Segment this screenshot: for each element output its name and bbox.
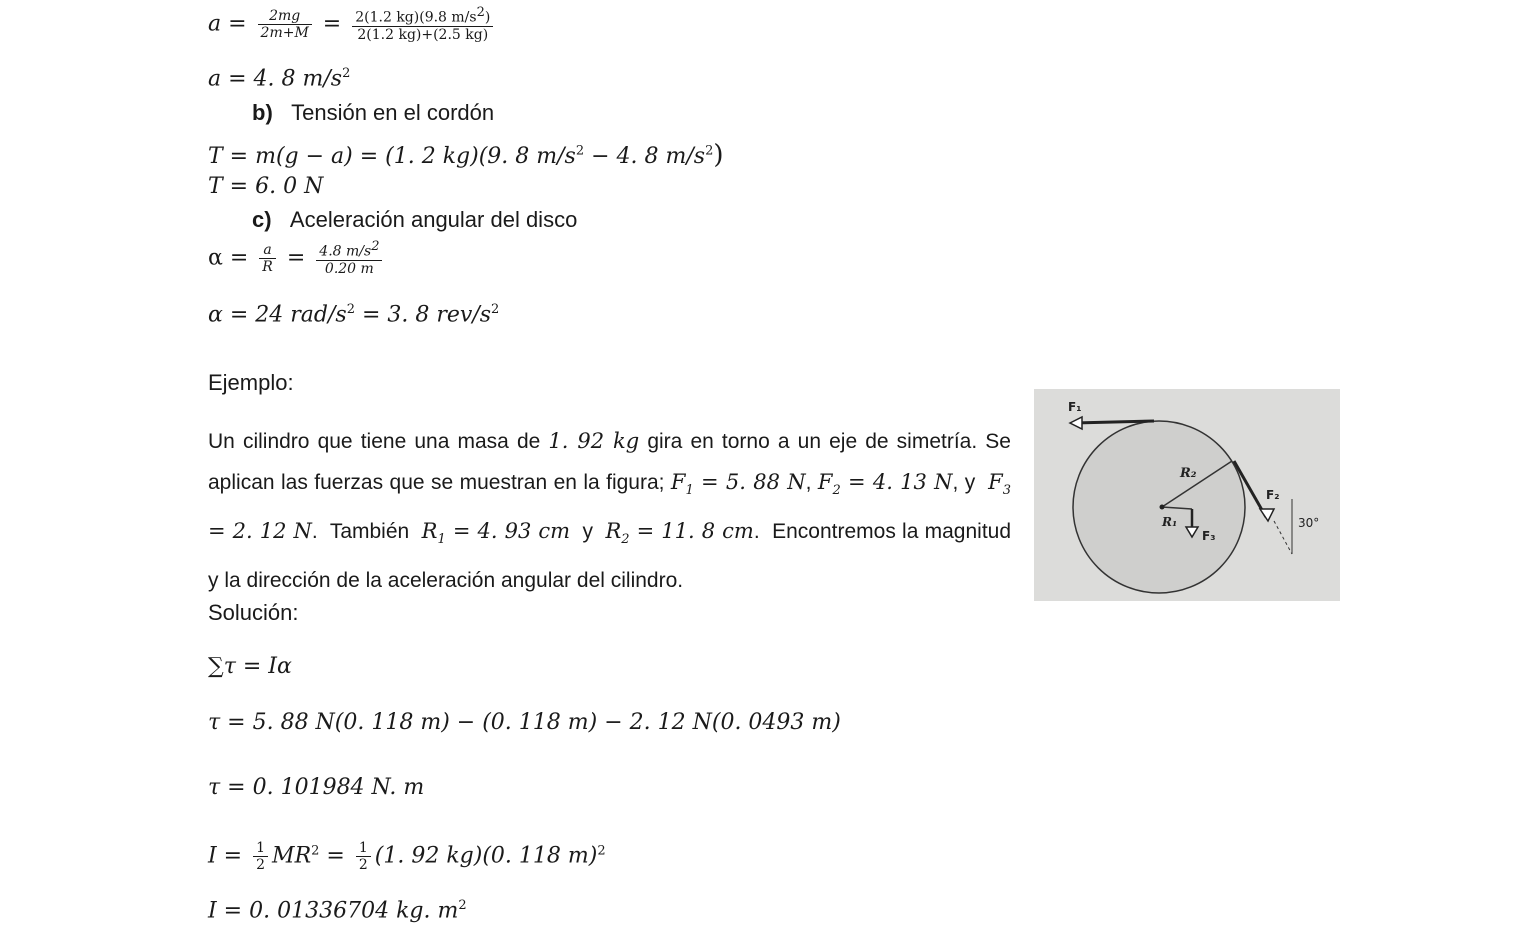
eq1-frac2-den: 2(1.2 kg)+(2.5 kg) [357,26,489,43]
equation-torque-expression: τ = 5. 88 N(0. 118 m) − (0. 118 m) − 2. 12 N(0. 0493 m) [208,710,841,735]
section-b-letter: b) [252,100,273,125]
eq1-frac2-num: 2(1.2 kg)(9.8 $m/s^2$) [352,6,493,27]
eq1-fraction-symbolic [258,8,312,41]
section-b-title: Tensión en el cordón [291,100,495,125]
cylinder-diagram [1034,389,1340,601]
section-heading-b [252,100,494,126]
eq10-half-2: $\frac{1}{2}$ [356,840,371,873]
eq1-lhs: a = [208,11,247,37]
equation-inertia-result: I = 0. 01336704 kg. $m^2$ [208,898,467,924]
eq5-fraction-numeric: $\frac{4.8 m/s^2}{0.20 m}$ [316,240,382,277]
equation-acceleration-result: a = 4. 8 $m/s^2$ [208,66,351,92]
section-c-title: Aceleración angular del disco [289,207,578,232]
equation-tension-result: T = 6. 0 N [208,174,324,199]
equation-tension-formula: T = m(g − a) = (1. 2 kg)(9. 8 $m/s^2 - 4$. 8 $m/s^2$) [208,140,724,170]
equation-angular-acceleration-formula: α = $\frac{a}{R}$ = $\frac{4.8 m/s^2}{0.20 m}$ [208,240,386,277]
equation-inertia-formula: I = $\frac{1}{2}$ $MR^2$ = $\frac{1}{2}$ (1. 92 kg)(0. 118 m)$^2$ [208,840,606,874]
label-f2: F₂ [1266,488,1280,502]
label-f3: F₃ [1202,529,1216,543]
section-heading-c [252,207,577,233]
force-f1-line [1074,421,1154,423]
equation-acceleration-formula [208,6,497,43]
eq1-frac1-num: 2mg [258,8,312,25]
eq1-equals: = [322,11,342,37]
eq1-fraction-numeric [352,6,493,43]
eq5-fraction-symbolic: $\frac{a}{R}$ [259,242,276,275]
label-f1: F₁ [1068,400,1082,414]
cylinder-forces-figure [1034,389,1340,601]
section-c-letter: c) [252,207,272,232]
problem-statement: Un cilindro que tiene una masa de 1. 92 kg gira en torno a un eje de simetría. Se aplican las fuerzas que se muestran en la figura; $F_1 = 5$. 88 N, $F_2 = 4$. 13 N, y $F_3 = 2$. 12 N. También $R_1 = 4$. 93 cm y $R_2 = 11$. 8 cm. Encontremos la magnitud y la dirección de la aceleración angular del cilindro. [208,429,1012,593]
equation-torque-result: τ = 0. 101984 N. m [208,775,425,800]
label-r2: R₂ [1180,466,1197,481]
equation-torque-sum: ∑τ = Iα [208,654,292,679]
label-r1: R₁ [1162,515,1178,529]
label-angle: 30° [1298,516,1320,530]
solution-label: Solución: [208,600,299,625]
example-label: Ejemplo: [208,370,294,395]
eq1-frac1-den: 2m+M [260,24,309,41]
axis-center [1160,505,1165,510]
cylinder-circle [1073,421,1245,593]
eq10-half-1: $\frac{1}{2}$ [253,840,268,873]
equation-angular-acceleration-result: α = 24 rad/$s^2 = 3$. 8 rev/$s^2$ [208,302,500,328]
